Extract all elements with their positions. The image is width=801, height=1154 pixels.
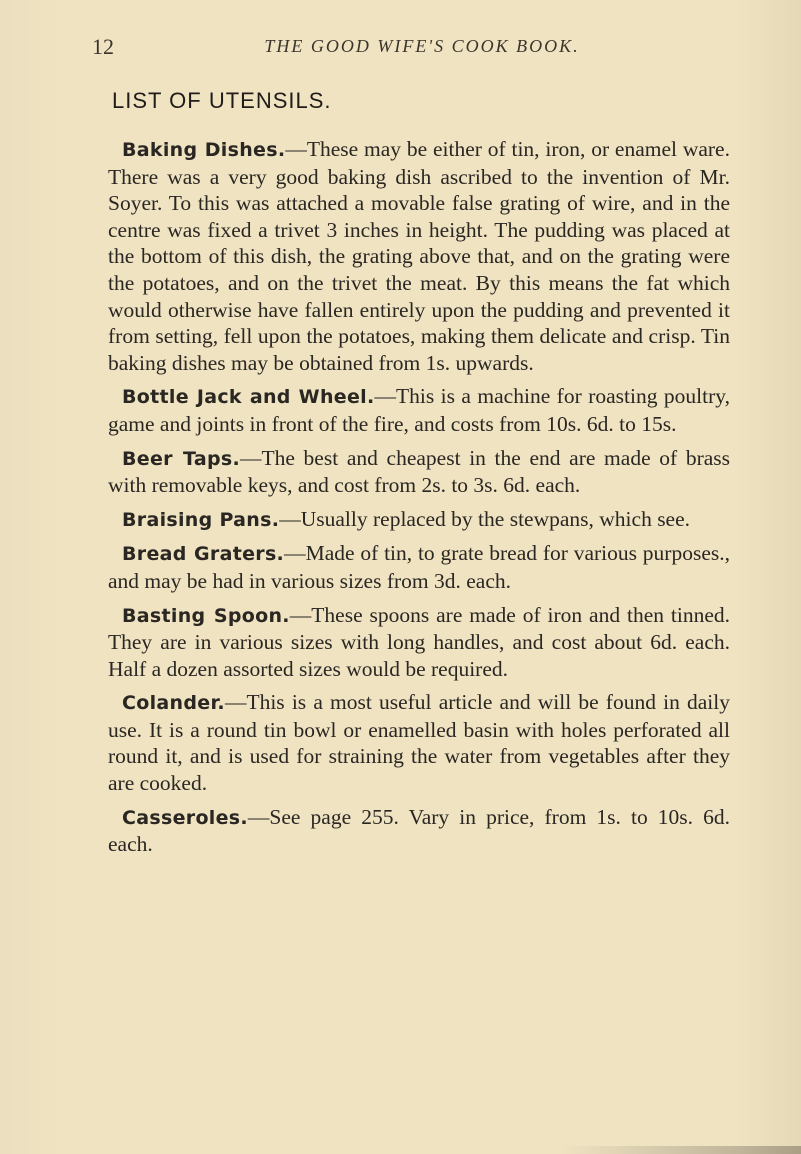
entry-term: Bottle Jack and Wheel.	[122, 386, 375, 409]
book-title: THE GOOD WIFE'S COOK BOOK.	[264, 36, 580, 56]
entry-term: Baking Dishes.	[122, 139, 286, 161]
entry-text: —These spoons are made of iron and then tinned. They are in various sizes with long handles, and cost about 6d. each. Half a dozen assorted sizes would be required.	[108, 602, 730, 681]
entry-text: —These may be either of tin, iron, or enamel ware. There was a very good baking dish ascribed to the invention of Mr. Soyer. To this was attached a movable false grating of wire, and in the centre was fixed a trivet 3 inches in height. The pudding was placed at the bottom of this dish, the grating above that, and on the grating were the potatoes, and on the trivet the meat. By this means the fat which would otherwise have fallen entirely upon the pudding and prevented it from setting, fell upon the potatoes, making them delicate and crisp. Tin baking dishes may be obtained from 1s. upwards.	[108, 137, 730, 375]
entry-term: Colander.	[122, 692, 225, 715]
entry-text: —Made of tin, to grate bread for various purposes., and may be had in various sizes from 3d. each.	[108, 541, 730, 593]
entry-braising-pans	[108, 506, 730, 534]
entry-term: Beer Taps.	[122, 447, 240, 470]
entry-colander	[108, 689, 730, 796]
entry-beer-taps	[108, 445, 730, 499]
entry-text: —See page 255. Vary in price, from 1s. to 10s. 6d. each.	[108, 804, 730, 857]
entry-basting-spoon	[108, 602, 730, 683]
entry-text: —The best and cheapest in the end are made of brass with removable keys, and cost from 2s. to 3s. 6d. each.	[108, 445, 731, 498]
utensil-entries	[108, 136, 730, 865]
entry-bread-graters	[108, 540, 730, 594]
entry-term: Bread Graters.	[122, 543, 285, 566]
section-heading: LIST OF UTENSILS.	[112, 88, 332, 113]
entry-text: —This is a most useful article and will be found in daily use. It is a round tin bowl or enamelled basin with holes perforated all round it, and is used for straining the water from vegetables after they are cooked.	[108, 690, 730, 796]
entry-term: Casseroles.	[122, 806, 248, 829]
entry-term: Basting Spoon.	[122, 604, 290, 627]
page-number: 12	[92, 34, 114, 59]
entry-baking-dishes	[108, 136, 730, 376]
entry-term: Braising Pans.	[122, 508, 280, 531]
page-edge-shadow	[560, 1146, 801, 1154]
entry-text: —Usually replaced by the stewpans, which see.	[279, 506, 691, 531]
entry-bottle-jack	[108, 383, 730, 437]
entry-casseroles	[108, 804, 730, 858]
entry-text: —This is a machine for roasting poultry, game and joints in front of the fire, and costs from 10s. 6d. to 15s.	[108, 384, 730, 436]
running-head	[92, 34, 752, 64]
